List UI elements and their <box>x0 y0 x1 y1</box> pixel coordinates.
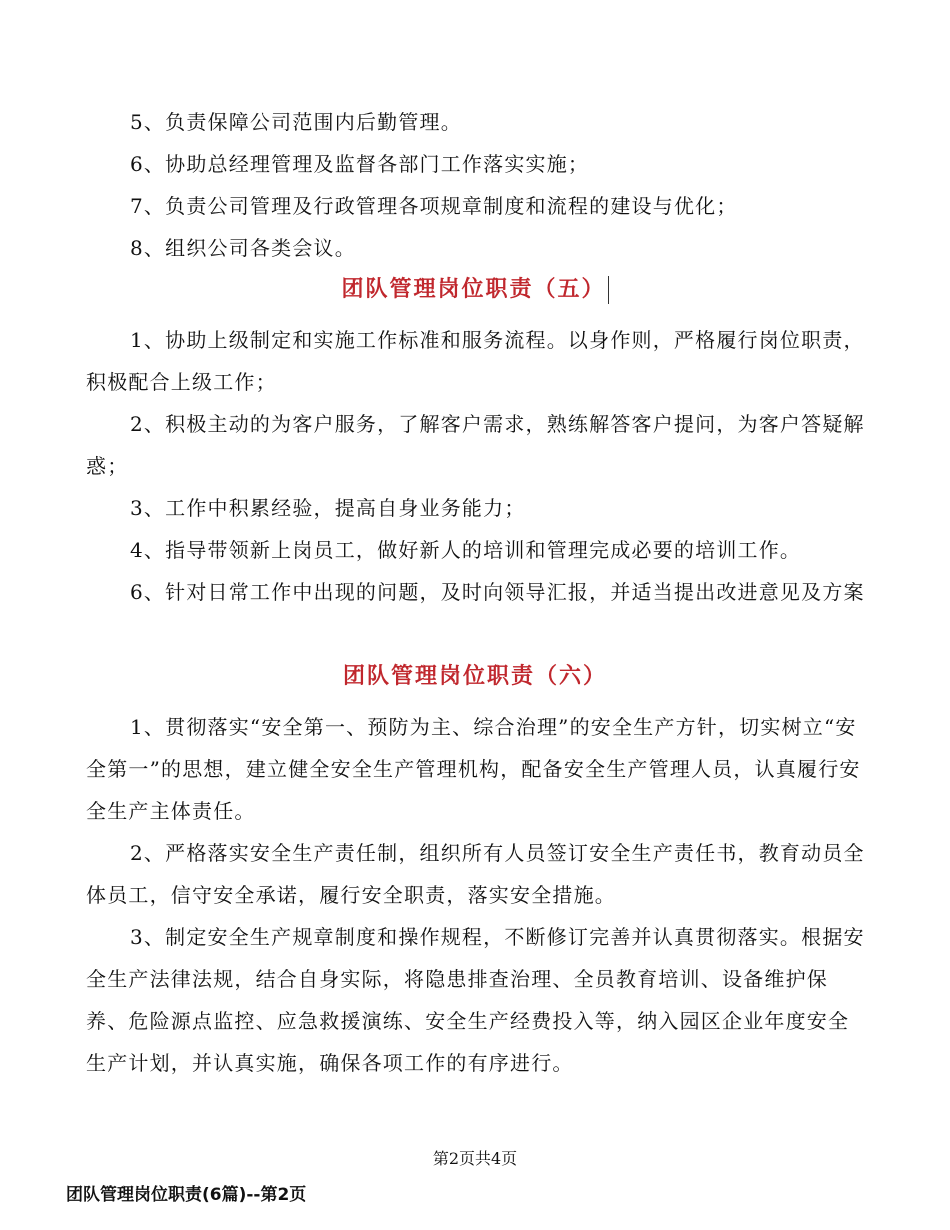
list-item: 3、制定安全生产规章制度和操作规程，不断修订完善并认真贯彻落实。根据安全生产法律法规，结合自身实际，将隐患排查治理、全员教育培训、设备维护保养、危险源点监控、应急救援演练、安全生产经费投入等，纳入园区企业年度安全生产计划，并认真实施，确保各项工作的有序进行。 <box>86 925 865 1075</box>
list-item: 8、组织公司各类会议。 <box>130 236 356 260</box>
list-item: 2、严格落实安全生产责任制，组织所有人员签订安全生产责任书，教育动员全体员工，信守安全承诺，履行安全职责，落实安全措施。 <box>86 841 865 907</box>
list-item: 6、协助总经理管理及监督各部门工作落实实施； <box>130 152 590 176</box>
list-item: 1、协助上级制定和实施工作标准和服务流程。以身作则，严格履行岗位职责，积极配合上级工作； <box>86 328 865 394</box>
page-number: 第2页共4页 <box>432 1149 518 1168</box>
list-item: 4、指导带领新上岗员工，做好新人的培训和管理完成必要的培训工作。 <box>130 538 802 562</box>
list-item: 2、积极主动的为客户服务，了解客户需求，熟练解答客户提问，为客户答疑解惑； <box>86 412 865 478</box>
section-heading-6: 团队管理岗位职责（六） <box>342 663 607 689</box>
list-item: 6、针对日常工作中出现的问题，及时向领导汇报，并适当提出改进意见及方案 <box>130 580 865 604</box>
list-item: 3、工作中积累经验，提高自身业务能力； <box>130 496 526 520</box>
list-item: 7、负责公司管理及行政管理各项规章制度和流程的建设与优化； <box>130 194 738 218</box>
list-item: 1、贯彻落实“安全第一、预防为主、综合治理”的安全生产方针，切实树立“安全第一”的思想，建立健全安全生产管理机构，配备安全生产管理人员，认真履行安全生产主体责任。 <box>86 715 861 823</box>
document-label: 团队管理岗位职责(6篇)--第2页 <box>66 1185 307 1205</box>
list-item: 5、负责保障公司范围内后勤管理。 <box>130 110 462 134</box>
text-cursor <box>608 276 609 304</box>
section-heading-5 <box>0 272 950 306</box>
section-heading-text: 团队管理岗位职责（五） <box>341 276 606 302</box>
